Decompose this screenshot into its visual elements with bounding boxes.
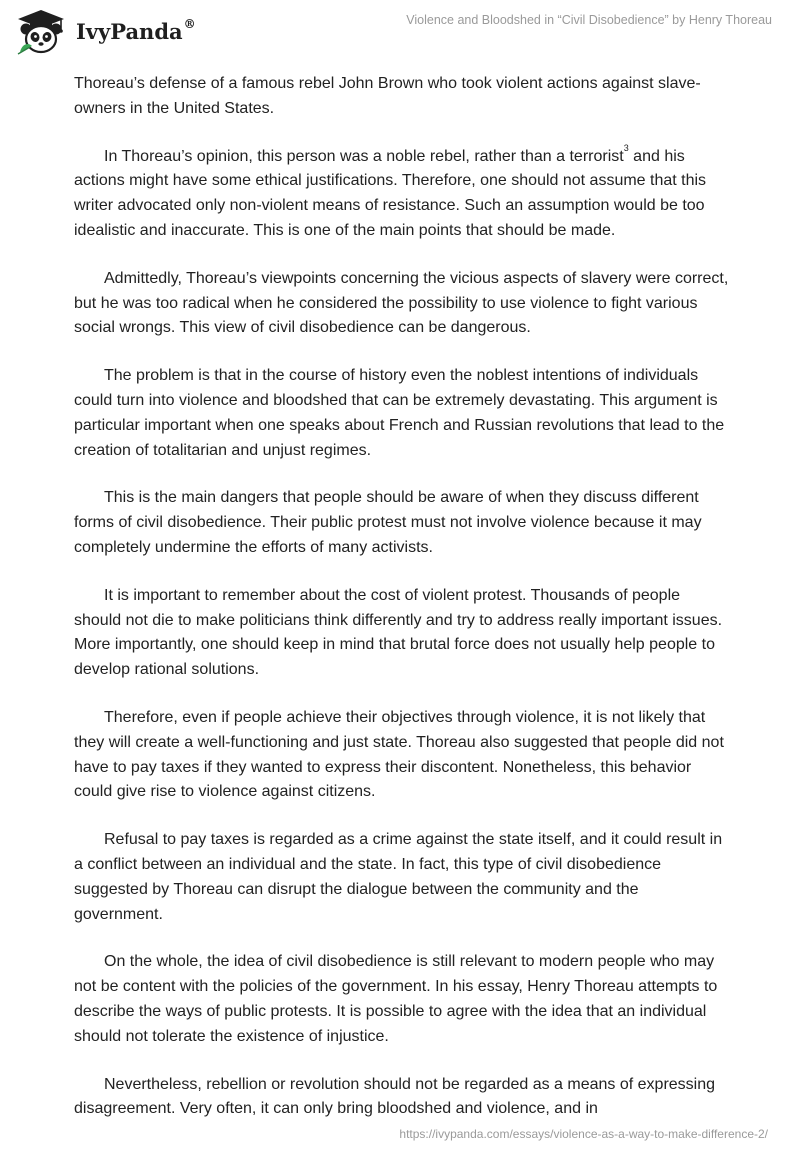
source-url[interactable]: https://ivypanda.com/essays/violence-as-a-way-to-make-difference-2/ (399, 1127, 768, 1141)
paragraph-2-text-after: and his actions might have some ethical justifications. Therefore, one should not assume that this writer advocated only non-violent means of resistance. Such an assumption would be too idealistic and inaccurate. This is one of the main points that should be made. (74, 147, 707, 239)
document-title: Violence and Bloodshed in “Civil Disobedience” by Henry Thoreau (406, 13, 772, 27)
registered-mark: ® (183, 17, 196, 31)
logo-wordmark (76, 19, 196, 44)
paragraph-4: The problem is that in the course of history even the noblest intentions of individuals could turn into violence and bloodshed that can be extremely devastating. This argument is particular important when one speaks about French and Russian revolutions that lead to the creation of totalitarian and unjust regimes. (74, 367, 725, 459)
paragraph-1: Thoreau’s defense of a famous rebel John Brown who took violent actions against slave-owners in the United States. (74, 75, 701, 117)
paragraph-8: Refusal to pay taxes is regarded as a crime against the state itself, and it could result in a conflict between an individual and the state. In fact, this type of civil disobedience suggested by Thoreau can disrupt the dialogue between the community and the government. (74, 831, 723, 923)
paragraph-6: It is important to remember about the cost of violent protest. Thousands of people should not die to make politicians think differently and try to address really important issues. More importantly, one should keep in mind that brutal force does not usually help people to develop rational solutions. (74, 586, 723, 679)
page-header (0, 0, 800, 62)
essay-body (74, 72, 730, 1145)
paragraph-7: Therefore, even if people achieve their objectives through violence, it is not likely that they will create a well-functioning and just state. Thoreau also suggested that people did not have to pay taxes if they wanted to express their discontent. Nonetheless, this behavior could give rise to violence against citizens. (74, 708, 724, 801)
paragraph-3: Admittedly, Thoreau’s viewpoints concerning the vicious aspects of slavery were correct, but he was too radical when he considered the possibility to use violence to fight various social wrongs. This view of civil disobedience can be dangerous. (74, 269, 729, 337)
paragraph-2 (74, 142, 730, 244)
logo-text: IvyPanda (76, 19, 183, 44)
paragraph-5: This is the main dangers that people should be aware of when they discuss different forms of civil disobedience. Their public protest must not involve violence because it may completely undermine the efforts of many activists. (74, 489, 702, 556)
paragraph-10: Nevertheless, rebellion or revolution should not be regarded as a means of expressing disagreement. Very often, it can only bring bloodshed and violence, and in (74, 1075, 716, 1118)
footnote-reference[interactable]: 3 (623, 142, 629, 153)
panda-graduate-icon (14, 8, 68, 56)
paragraph-2-text-before: In Thoreau’s opinion, this person was a noble rebel, rather than a terrorist (104, 147, 624, 165)
ivypanda-logo[interactable] (14, 8, 204, 56)
paragraph-9: On the whole, the idea of civil disobedience is still relevant to modern people who may not be content with the policies of the government. In his essay, Henry Thoreau attempts to describe the ways of public protests. It is possible to agree with the idea that an individual should not tolerate the existence of injustice. (74, 953, 718, 1045)
